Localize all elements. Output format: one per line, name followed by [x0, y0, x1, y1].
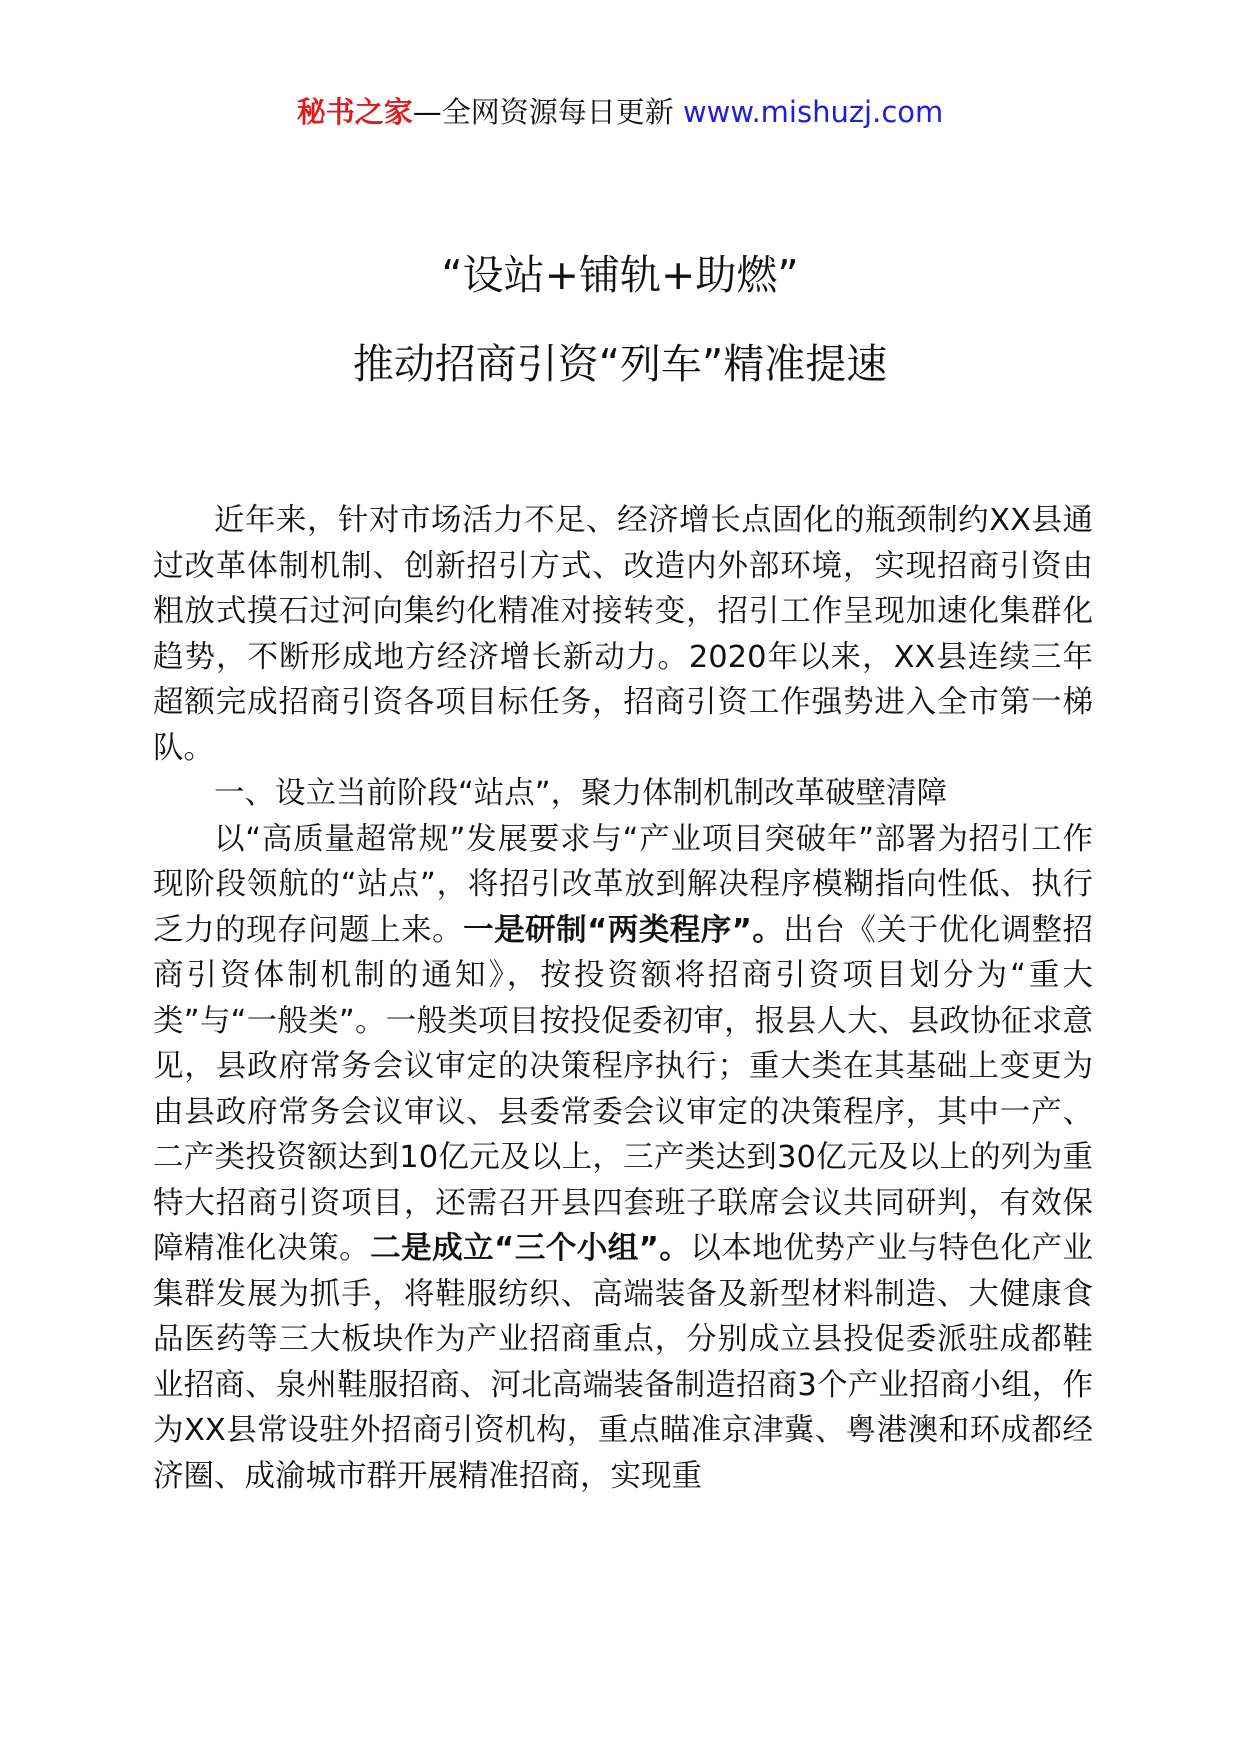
- section-1-text-b: 出台《关于优化调整招商引资体制机制的通知》，按投资额将招商引资项目划分为“重大类”与“一般类”。一般类项目按投促委初审，报县人大、县政协征求意见，县政府常务会议审定的决策程序执行；重大类在其基础上变更为由县政府常务会议审议、县委常委会议审定的决策程序，其中一产、二产类投资额达到10亿元及以上，三产类达到30亿元及以上的列为重特大招商引资项目，还需召开县四套班子联席会议共同研判，有效保障精准化决策。: [153, 912, 1094, 1266]
- point-1-heading: 一是研制“两类程序”。: [463, 912, 784, 948]
- point-2-heading: 二是成立“三个小组”。: [370, 1231, 691, 1266]
- section-1-paragraph: [153, 817, 1093, 1500]
- site-brand: 秘书之家: [296, 95, 413, 129]
- section-1-text-c: 以本地优势产业与特色化产业集群发展为抓手，将鞋服纺织、高端装备及新型材料制造、大健康食品医药等三大板块作为产业招商重点，分别成立县投促委派驻成都鞋业招商、泉州鞋服招商、河北高端装备制造招商3个产业招商小组，作为XX县常设驻外招商引资机构，重点瞄准京津冀、粤港澳和环成都经济圈、成渝城市群开展精准招商，实现重: [153, 1231, 1094, 1494]
- site-url-link[interactable]: www.mishuzj.com: [682, 95, 944, 129]
- document-title-line-2: 推动招商引资“列车”精准提速: [352, 340, 888, 388]
- site-header: [0, 92, 1240, 132]
- section-1-text-a: 以“高质量超常规”发展要求与“产业项目突破年”部署为招引工作现阶段领航的“站点”，将招引改革放到解决程序模糊指向性低、执行乏力的现存问题上来。: [153, 821, 1093, 948]
- site-tagline: —全网资源每日更新: [412, 95, 674, 129]
- intro-paragraph: 近年来，针对市场活力不足、经济增长点固化的瓶颈制约XX县通过改革体制机制、创新招引方式、改造内外部环境，实现招商引资由粗放式摸石过河向集约化精准对接转变，招引工作呈现加速化集群化趋势，不断形成地方经济增长新动力。2020年以来，XX县连续三年超额完成招商引资各项目标任务，招商引资工作强势进入全市第一梯队。: [153, 503, 1093, 766]
- section-1-heading: 一、设立当前阶段“站点”，聚力体制机制改革破壁清障: [214, 776, 948, 811]
- document-body: [153, 498, 1093, 1499]
- document-title-line-1: “设站+铺轨+助燃”: [441, 251, 799, 299]
